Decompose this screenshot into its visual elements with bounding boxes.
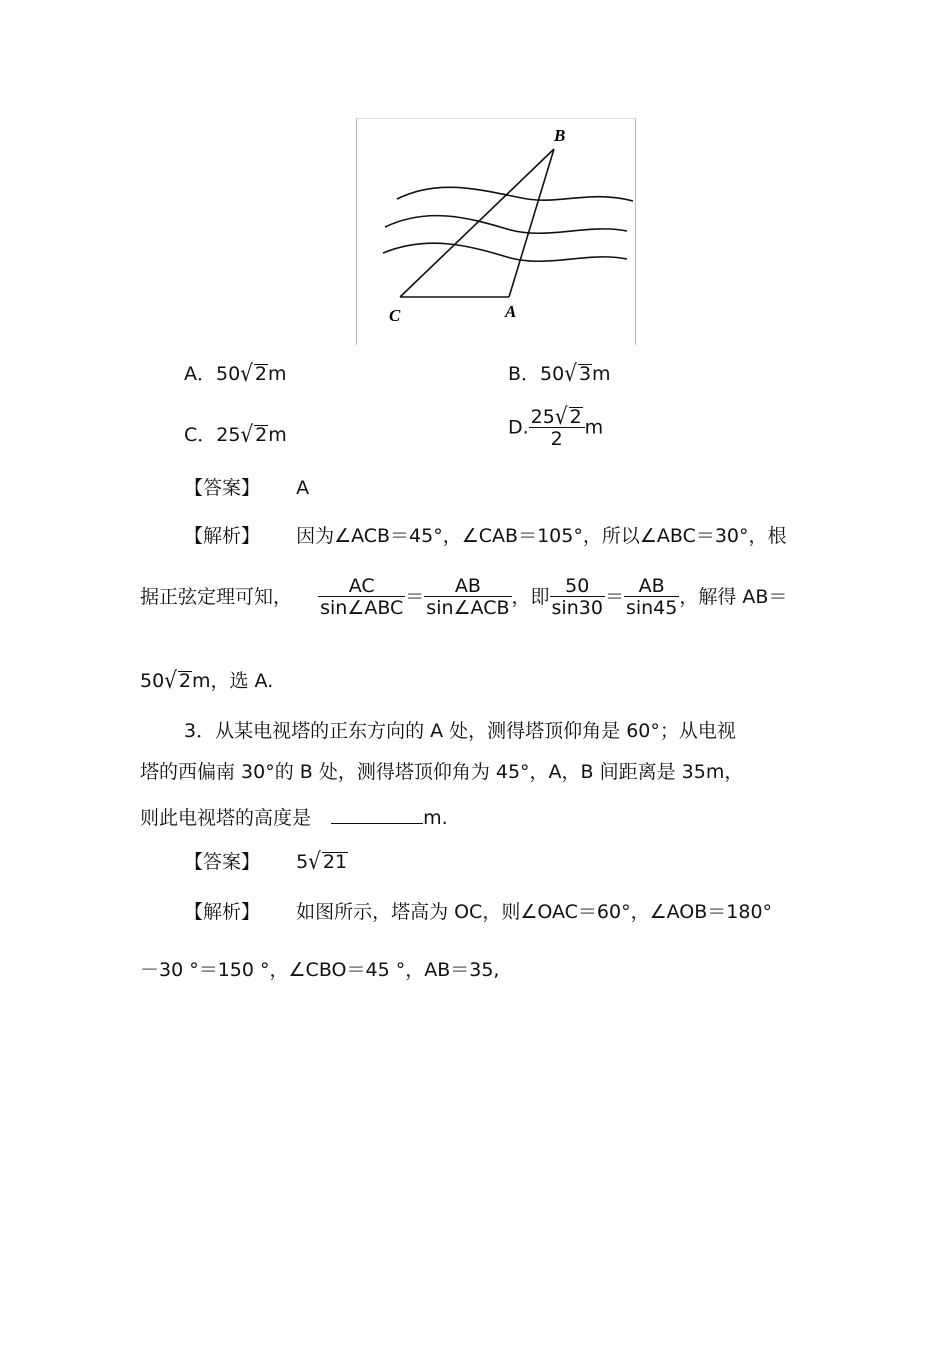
triangle-figure (356, 118, 636, 345)
option-b-text: B．50 (508, 363, 565, 385)
answer-value: A (296, 477, 310, 499)
answer-row (184, 479, 309, 498)
sqrt: √ 3 (564, 359, 592, 387)
number: 50 (140, 670, 165, 692)
sqrt: √ 21 (308, 847, 348, 875)
numerator: AB (638, 575, 665, 597)
analysis-text: ，解得 AB＝ (679, 586, 788, 608)
q3-line-1: 3．从某电视塔的正东方向的 A 处，测得塔顶仰角是 60°；从电视 (184, 720, 736, 742)
option-d-text: D. (508, 416, 529, 439)
radicand: 2 (178, 670, 191, 692)
wave-line-2 (385, 216, 627, 234)
triangle-diagram (357, 119, 635, 345)
answer-label: 【答案】 (184, 851, 261, 873)
option-b (508, 359, 611, 387)
q3-line-3 (140, 809, 448, 828)
radicand: 2 (569, 406, 582, 428)
analysis-label: 【解析】 (184, 525, 261, 547)
analysis-text: 因为∠ACB＝45°，∠CAB＝105°，所以∠ABC＝30°，根 (296, 525, 787, 547)
unit: m (592, 363, 611, 385)
analysis-text: ，即 (511, 586, 550, 608)
numerator: 50 (565, 575, 590, 597)
unit: m (584, 416, 604, 439)
fraction (318, 577, 405, 618)
denominator: sin45 (625, 597, 678, 619)
analysis-text: 据正弦定理可知， (140, 586, 293, 608)
label-a: A (505, 302, 517, 321)
option-c (184, 420, 287, 448)
sqrt: √ 2 (164, 666, 191, 694)
option-d (508, 402, 604, 450)
equals: ＝ (604, 586, 624, 608)
radicand: 21 (322, 851, 348, 873)
fraction (624, 577, 679, 618)
denominator: sin∠ACB (426, 597, 510, 619)
analysis-text: 如图所示，塔高为 OC，则∠OAC＝60°，∠AOB＝180° (296, 901, 773, 923)
analysis-line-2 (140, 577, 787, 618)
analysis-line-1 (184, 527, 787, 546)
question-text: 则此电视塔的高度是 (140, 807, 312, 829)
q3-answer-row (184, 847, 348, 875)
q3-analysis-line-1 (184, 903, 772, 922)
sqrt: √ 2 (240, 420, 268, 448)
sqrt: √ 2 (240, 359, 267, 387)
answer-blank (331, 809, 423, 824)
fraction (550, 577, 605, 618)
numerator: AC (348, 575, 375, 597)
radicand: 2 (255, 424, 268, 446)
label-c: C (389, 306, 401, 325)
numerator: AB (454, 575, 481, 597)
radicand: 3 (578, 363, 592, 385)
fraction: $\frac{25√ 2}{2}$ (529, 407, 585, 449)
q3-analysis-line-2: －30 °＝150 °，∠CBO＝45 °，AB＝35, (140, 959, 500, 981)
denominator: sin30 (551, 597, 603, 619)
numerator-int: 25 (530, 406, 555, 428)
option-a-text: A．50 (184, 363, 241, 385)
unit: m. (423, 807, 448, 829)
analysis-line-3 (140, 666, 274, 694)
option-a (184, 359, 287, 387)
denominator: 2 (529, 427, 585, 449)
analysis-text: m，选 A. (192, 670, 274, 692)
fraction (424, 577, 511, 618)
wave-line-3 (383, 243, 627, 261)
unit: m (268, 424, 287, 446)
q3-line-2: 塔的西偏南 30°的 B 处，测得塔顶仰角为 45°，A，B 间距离是 35m， (140, 761, 744, 783)
answer-label: 【答案】 (184, 477, 261, 499)
analysis-label: 【解析】 (184, 901, 261, 923)
unit: m (268, 363, 287, 385)
option-c-text: C．25 (184, 424, 241, 446)
radicand: 2 (254, 363, 267, 385)
wave-line-1 (397, 187, 633, 201)
denominator: sin∠ABC (320, 597, 404, 619)
equals: ＝ (405, 586, 425, 608)
answer-int: 5 (296, 851, 309, 873)
label-b: B (554, 126, 566, 145)
